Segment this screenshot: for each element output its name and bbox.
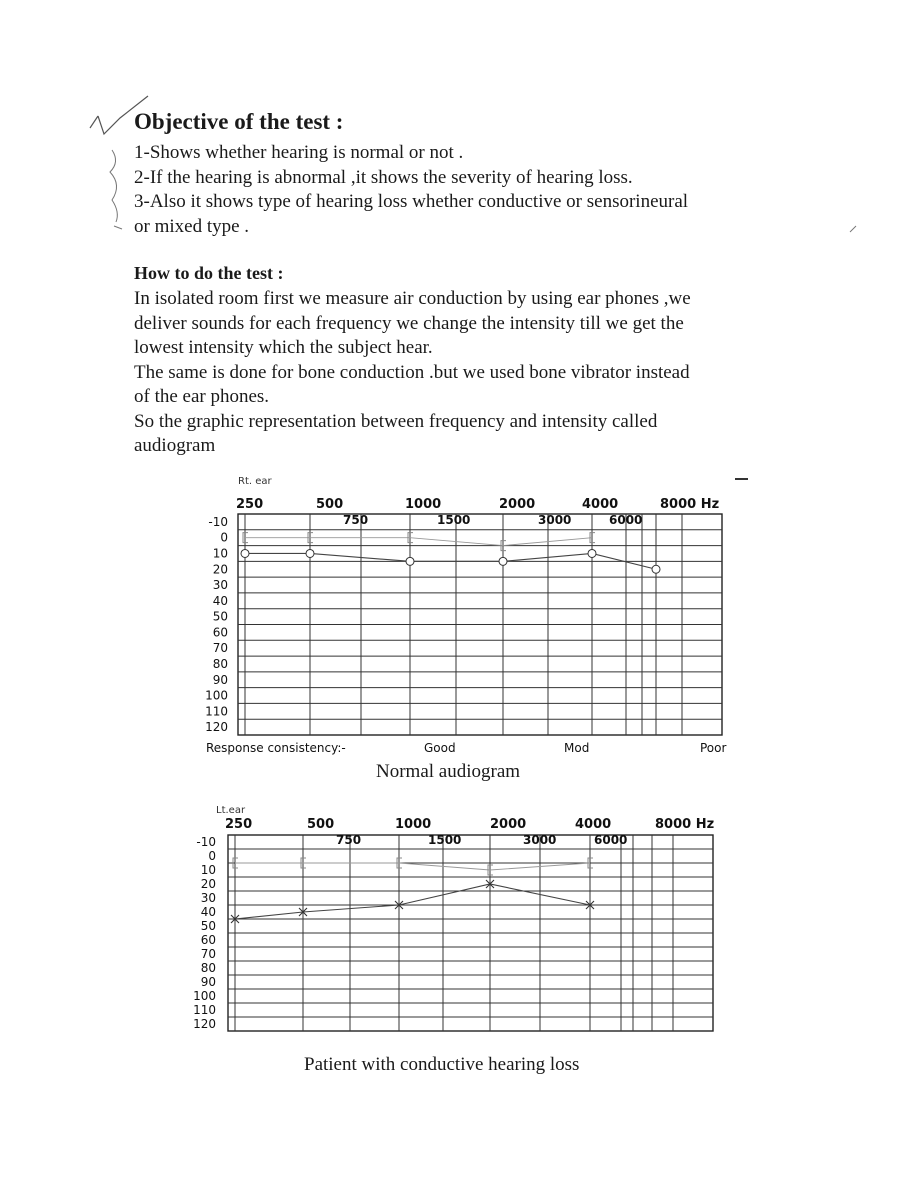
- procedure-line: of the ear phones.: [134, 386, 270, 407]
- procedure-title: How to do the test :: [134, 263, 284, 283]
- procedure-line: In isolated room first we measure air conduction by using ear phones ,we: [134, 288, 691, 309]
- procedure-line: So the graphic representation between frequency and intensity called: [134, 410, 658, 432]
- chart-caption-conductive: Patient with conductive hearing loss: [304, 1054, 580, 1075]
- y-tick-label: 70: [200, 947, 216, 961]
- x-tick-label-top: 250: [225, 817, 253, 832]
- x-tick-label-top: 4000: [575, 817, 612, 832]
- y-tick-label: 10: [200, 863, 216, 877]
- y-tick-label: 90: [212, 672, 228, 687]
- objective-point: 2-If the hearing is abnormal ,it shows the severity of hearing loss.: [134, 166, 633, 188]
- x-tick-label-mid: 1500: [437, 513, 471, 527]
- response-poor: Poor: [700, 741, 727, 755]
- x-tick-label-top: 500: [316, 497, 344, 512]
- y-tick-label: 60: [200, 933, 216, 947]
- y-tick-label: 10: [212, 546, 228, 561]
- series-line-bracket: [235, 863, 590, 870]
- x-tick-label-mid: 3000: [523, 833, 557, 847]
- y-tick-label: 50: [200, 919, 216, 933]
- procedure-line: The same is done for bone conduction .but we used bone vibrator instead: [134, 361, 690, 383]
- ear-label: Lt.ear: [216, 805, 246, 816]
- y-tick-label: -10: [196, 835, 216, 849]
- x-tick-label-top: 8000 Hz: [660, 497, 720, 512]
- procedure-line: lowest intensity which the subject hear.: [134, 337, 433, 358]
- procedure-line: audiogram: [134, 435, 216, 456]
- y-tick-label: 60: [212, 625, 228, 640]
- response-good: Good: [424, 741, 456, 755]
- chart-caption-normal: Normal audiogram: [376, 761, 521, 782]
- x-tick-label-mid: 750: [336, 833, 362, 847]
- response-consistency-label: Response consistency:-: [206, 741, 346, 755]
- y-tick-label: 110: [205, 704, 228, 719]
- objective-point: 3-Also it shows type of hearing loss whether conductive or sensorineural: [134, 191, 689, 212]
- x-tick-label-top: 2000: [499, 497, 536, 512]
- y-tick-label: 80: [200, 961, 216, 975]
- ear-label: Rt. ear: [238, 476, 272, 487]
- x-tick-label-top: 500: [307, 817, 335, 832]
- x-tick-label-top: 2000: [490, 817, 527, 832]
- y-tick-label: 20: [200, 877, 216, 891]
- objective-point: or mixed type .: [134, 215, 250, 237]
- y-tick-label: 30: [212, 578, 228, 593]
- x-tick-label-top: 1000: [405, 497, 442, 512]
- y-tick-label: 50: [212, 609, 228, 624]
- y-tick-label: 30: [200, 891, 216, 905]
- y-tick-label: 100: [205, 688, 228, 703]
- y-tick-label: 120: [205, 720, 228, 735]
- x-tick-label-mid: 6000: [594, 833, 628, 847]
- y-tick-label: 100: [193, 989, 216, 1003]
- response-mod: Mod: [564, 741, 590, 755]
- procedure-line: deliver sounds for each frequency we change the intensity till we get the: [134, 312, 684, 334]
- y-tick-label: 110: [193, 1003, 216, 1017]
- x-tick-label-mid: 750: [343, 513, 369, 527]
- y-tick-label: 0: [208, 849, 216, 863]
- y-tick-label: 20: [212, 562, 228, 577]
- series-line-cross: [235, 884, 590, 919]
- y-tick-label: 40: [200, 905, 216, 919]
- x-tick-label-top: 250: [236, 497, 264, 512]
- y-tick-label: -10: [208, 514, 228, 529]
- x-tick-label-top: 4000: [582, 497, 619, 512]
- x-tick-label-mid: 1500: [428, 833, 462, 847]
- y-tick-label: 0: [220, 530, 228, 545]
- objective-title: Objective of the test :: [134, 109, 344, 134]
- x-tick-label-top: 1000: [395, 817, 432, 832]
- x-tick-label-top: 8000 Hz: [655, 817, 715, 832]
- y-tick-label: 120: [193, 1017, 216, 1031]
- y-tick-label: 90: [200, 975, 216, 989]
- objective-point: 1-Shows whether hearing is normal or not .: [134, 142, 464, 163]
- y-tick-label: 70: [212, 641, 228, 656]
- y-tick-label: 40: [212, 593, 228, 608]
- x-tick-label-mid: 6000: [609, 513, 643, 527]
- x-tick-label-mid: 3000: [538, 513, 572, 527]
- y-tick-label: 80: [212, 656, 228, 671]
